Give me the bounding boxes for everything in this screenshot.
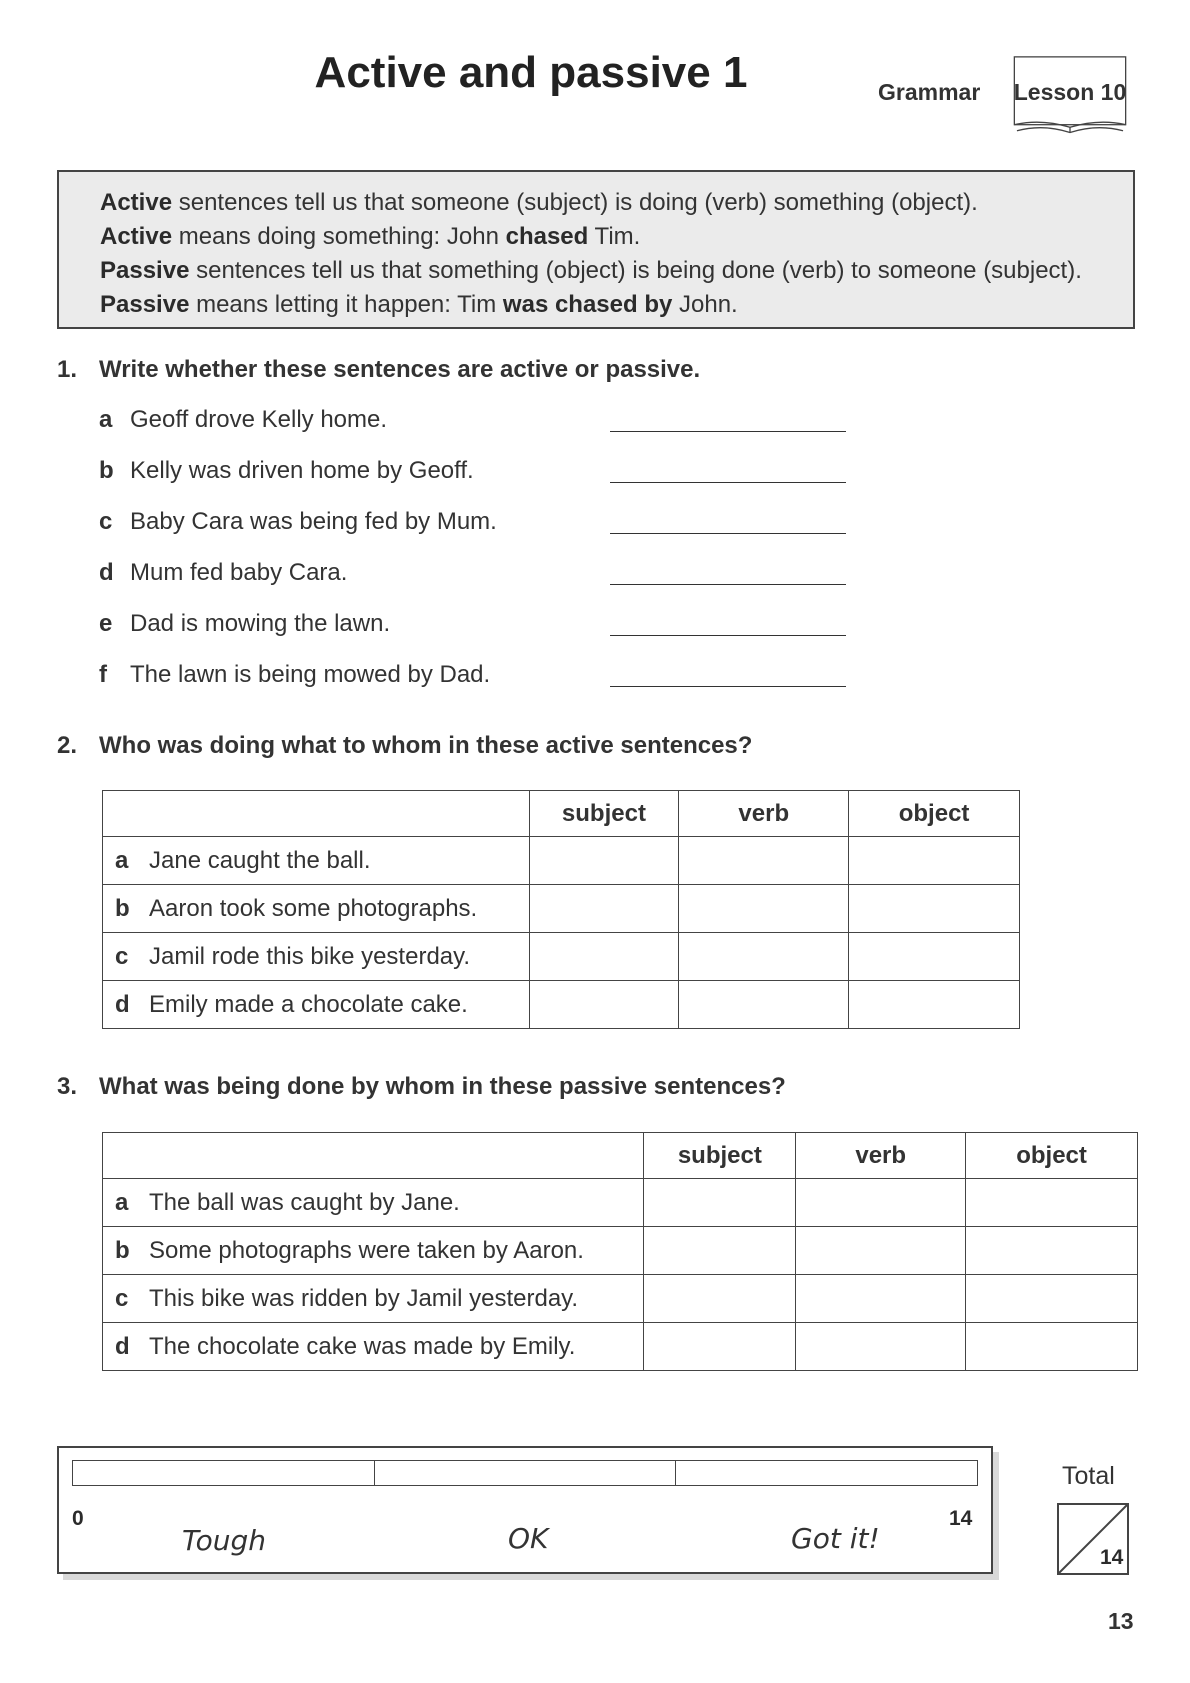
answer-cell[interactable]: [849, 981, 1020, 1029]
answer-line[interactable]: [610, 482, 846, 483]
answer-cell[interactable]: [644, 1179, 796, 1227]
answer-cell[interactable]: [529, 837, 679, 885]
table-row: c Jamil rode this bike yesterday.: [103, 933, 1020, 981]
answer-cell[interactable]: [966, 1227, 1138, 1275]
answer-cell[interactable]: [849, 837, 1020, 885]
scale-label-got-it: Got it!: [791, 1522, 880, 1555]
answer-cell[interactable]: [644, 1275, 796, 1323]
list-item: a Geoff drove Kelly home.: [99, 406, 388, 433]
answer-cell[interactable]: [796, 1179, 966, 1227]
list-item: c Baby Cara was being fed by Mum.: [99, 508, 497, 535]
scale-label-ok: OK: [508, 1522, 549, 1555]
answer-line[interactable]: [610, 584, 846, 585]
scale-min: 0: [72, 1507, 84, 1530]
answer-cell[interactable]: [644, 1227, 796, 1275]
list-item: b Kelly was driven home by Geoff.: [99, 457, 474, 484]
list-item: e Dad is mowing the lawn.: [99, 610, 391, 637]
scale-max: 14: [949, 1507, 973, 1530]
table-row: d The chocolate cake was made by Emily.: [103, 1323, 1138, 1371]
scale-label-tough: Tough: [182, 1524, 267, 1557]
answer-line[interactable]: [610, 431, 846, 432]
answer-line[interactable]: [610, 686, 846, 687]
question-3-heading: 3. What was being done by whom in these passive sentences?: [57, 1073, 786, 1100]
page-title: Active and passive 1: [314, 48, 748, 97]
info-line: Passive means letting it happen: Tim was chased by John.: [100, 291, 738, 318]
answer-cell[interactable]: [529, 885, 679, 933]
answer-cell[interactable]: [644, 1323, 796, 1371]
header-object: object: [849, 791, 1020, 837]
answer-cell[interactable]: [679, 981, 849, 1029]
header-verb: verb: [796, 1133, 966, 1179]
answer-cell[interactable]: [529, 933, 679, 981]
table-row: b Aaron took some photographs.: [103, 885, 1020, 933]
answer-cell[interactable]: [966, 1179, 1138, 1227]
header-subject: subject: [644, 1133, 796, 1179]
total-out-of: 14: [1100, 1546, 1124, 1569]
table-row: a The ball was caught by Jane.: [103, 1179, 1138, 1227]
answer-cell[interactable]: [849, 933, 1020, 981]
question-2-heading: 2. Who was doing what to whom in these active sentences?: [57, 732, 753, 759]
answer-cell[interactable]: [679, 885, 849, 933]
table-row: b Some photographs were taken by Aaron.: [103, 1227, 1138, 1275]
header-blank: [103, 791, 530, 837]
header-blank: [103, 1133, 644, 1179]
answer-cell[interactable]: [796, 1227, 966, 1275]
table-row: a Jane caught the ball.: [103, 837, 1020, 885]
total-label: Total: [1062, 1462, 1115, 1490]
list-item: d Mum fed baby Cara.: [99, 559, 348, 586]
list-item: f The lawn is being mowed by Dad.: [99, 661, 491, 688]
info-line: Passive sentences tell us that something (object) is being done (verb) to someone (subject).: [100, 257, 1082, 284]
answer-cell[interactable]: [796, 1275, 966, 1323]
answer-cell[interactable]: [849, 885, 1020, 933]
header-verb: verb: [679, 791, 849, 837]
header-object: object: [966, 1133, 1138, 1179]
answer-line[interactable]: [610, 533, 846, 534]
page-number: 13: [1108, 1608, 1134, 1634]
answer-cell[interactable]: [679, 837, 849, 885]
info-line: Active means doing something: John chased Tim.: [100, 223, 641, 250]
table-row: d Emily made a chocolate cake.: [103, 981, 1020, 1029]
info-box: [57, 170, 1135, 329]
answer-cell[interactable]: [966, 1275, 1138, 1323]
info-line: Active sentences tell us that someone (subject) is doing (verb) something (object).: [100, 189, 978, 216]
lesson-label: Lesson 10: [1013, 79, 1127, 105]
header-subject: subject: [529, 791, 679, 837]
active-sentences-table: [102, 790, 1020, 1029]
subject-label: Grammar: [878, 79, 981, 105]
passive-sentences-table: [102, 1132, 1138, 1371]
question-1-heading: 1. Write whether these sentences are active or passive.: [57, 356, 701, 383]
answer-cell[interactable]: [966, 1323, 1138, 1371]
progress-bar[interactable]: [72, 1460, 978, 1486]
answer-cell[interactable]: [679, 933, 849, 981]
table-row: c This bike was ridden by Jamil yesterday.: [103, 1275, 1138, 1323]
answer-line[interactable]: [610, 635, 846, 636]
answer-cell[interactable]: [796, 1323, 966, 1371]
answer-cell[interactable]: [529, 981, 679, 1029]
